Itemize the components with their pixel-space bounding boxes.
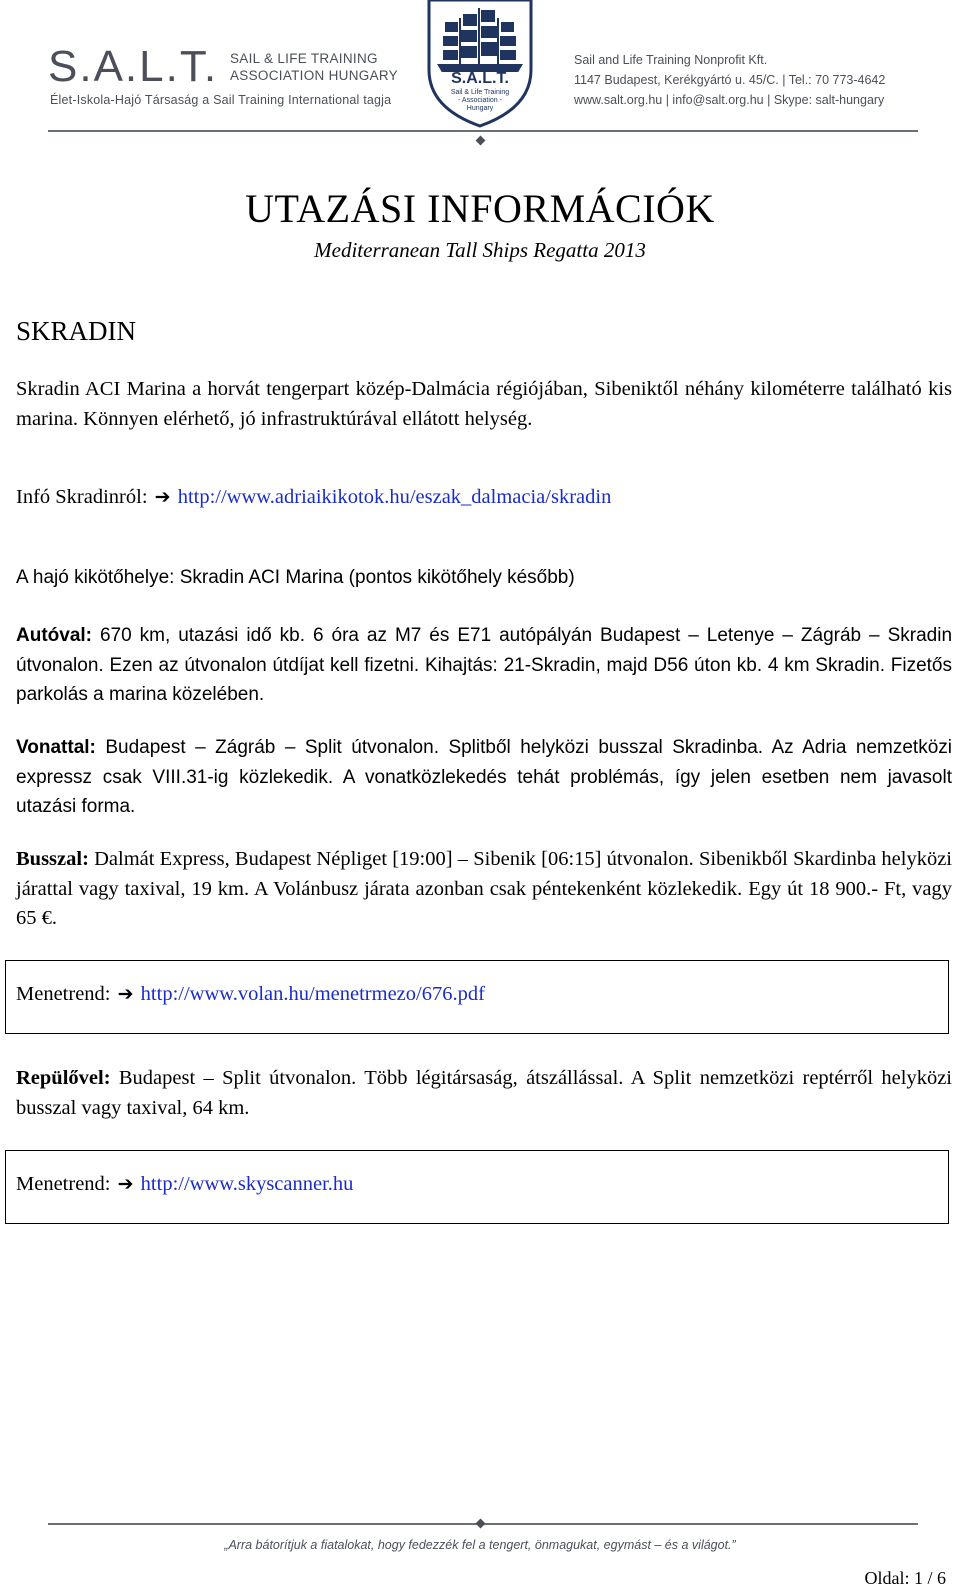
car-text: 670 km, utazási idő kb. 6 óra az M7 és E71 autópályán Budapest – Letenye – Zágráb – Skradin útvonalon. Ezen az útvonalon útdíjat kell fizetni. Kihajtás: 21-Skradin, majd D56 úton kb. 4 km Skradin. Fizetős parkolás a marina közelében. — [16, 625, 953, 705]
bus-timetable-box — [5, 960, 949, 1034]
bus-timetable-link[interactable]: http://www.volan.hu/menetrmezo/676.pdf — [140, 983, 485, 1005]
association-name — [230, 50, 398, 84]
emblem-subtitle-1: Sail & Life Training — [450, 89, 510, 96]
right-arrow-icon: ➔ — [154, 486, 171, 508]
flight-timetable-box — [5, 1150, 949, 1224]
contact-address: 1147 Budapest, Kerékgyártó u. 45/C. | Tel.: 70 773-4642 — [574, 73, 886, 87]
contact-web: www.salt.org.hu | info@salt.org.hu | Skype: salt-hungary — [574, 93, 885, 107]
tagline: Élet-Iskola-Hajó Társaság a Sail Training International tagja — [50, 93, 392, 107]
bus-text: Dalmát Express, Budapest Népliget [19:00] – Sibenik [06:15] útvonalon. Sibenikből Skardinba helyközi járattal vagy taxival, 19 km. A Volánbusz járata azonban csak péntekenként közlekedik. Egy út 18 900.- Ft, vagy 65 €. — [16, 848, 952, 929]
plane-label: Repülővel: — [16, 1067, 111, 1089]
header-divider — [48, 130, 918, 132]
emblem-subtitle-2: - Association - — [458, 97, 502, 104]
association-line-2: ASSOCIATION HUNGARY — [230, 68, 398, 83]
association-line-1: SAIL & LIFE TRAINING — [230, 51, 378, 66]
footer-diamond-icon — [476, 1519, 486, 1529]
plane-paragraph — [16, 1064, 952, 1123]
bus-paragraph — [16, 845, 952, 934]
train-label: Vonattal: — [16, 737, 96, 758]
emblem-subtitle-3: Hungary — [466, 105, 494, 112]
info-line — [16, 483, 952, 513]
plane-text: Budapest – Split útvonalon. Több légitársaság, átszállással. A Split nemzetközi reptérről helyközi busszal vagy taxival, 64 km. — [16, 1067, 952, 1119]
right-arrow-icon: ➔ — [117, 1173, 134, 1195]
berth-line: A hajó kikötőhelye: Skradin ACI Marina (pontos kikötőhely később) — [16, 567, 575, 588]
train-paragraph — [16, 733, 952, 822]
bus-timetable-line — [16, 983, 485, 1006]
train-text: Budapest – Zágráb – Split útvonalon. Splitből helyközi busszal Skradinba. Az Adria nemzetközi expressz csak VIII.31-ig közlekedik. A vonatközlekedés tehát problémás, így jelen esetben nem javasolt utazási forma. — [16, 737, 953, 817]
car-label: Autóval: — [16, 625, 92, 646]
flight-timetable-line — [16, 1173, 353, 1196]
info-label: Infó Skradinról: — [16, 486, 148, 508]
page-number: Oldal: 1 / 6 — [864, 1568, 946, 1588]
header-diamond-icon — [476, 136, 486, 146]
car-paragraph — [16, 621, 952, 710]
right-arrow-icon: ➔ — [117, 983, 134, 1005]
page-subtitle: Mediterranean Tall Ships Regatta 2013 — [314, 238, 646, 262]
emblem-name: S.A.L.T. — [451, 70, 509, 87]
flight-timetable-link[interactable]: http://www.skyscanner.hu — [140, 1173, 354, 1195]
contact-block — [574, 50, 885, 110]
page-title: UTAZÁSI INFORMÁCIÓK — [245, 186, 715, 231]
section-heading: SKRADIN — [16, 316, 137, 346]
emblem-logo — [421, 0, 539, 128]
intro-paragraph: Skradin ACI Marina a horvát tengerpart közép-Dalmácia régiójában, Sibeniktől néhány kilométerre található kis marina. Könnyen elérhető, jó infrastruktúrával ellátott helység. — [16, 378, 952, 430]
logo-wordmark: S.A.L.T. — [48, 42, 219, 91]
footer-quote: „Arra bátorítjuk a fiatalokat, hogy fedezzék fel a tengert, önmagukat, egymást – és a világot.” — [224, 1538, 736, 1552]
bus-timetable-label: Menetrend: — [16, 983, 111, 1005]
flight-timetable-label: Menetrend: — [16, 1173, 111, 1195]
contact-company: Sail and Life Training Nonprofit Kft. — [574, 53, 768, 67]
info-link[interactable]: http://www.adriaikikotok.hu/eszak_dalmacia/skradin — [177, 486, 612, 508]
bus-label: Busszal: — [16, 848, 89, 870]
